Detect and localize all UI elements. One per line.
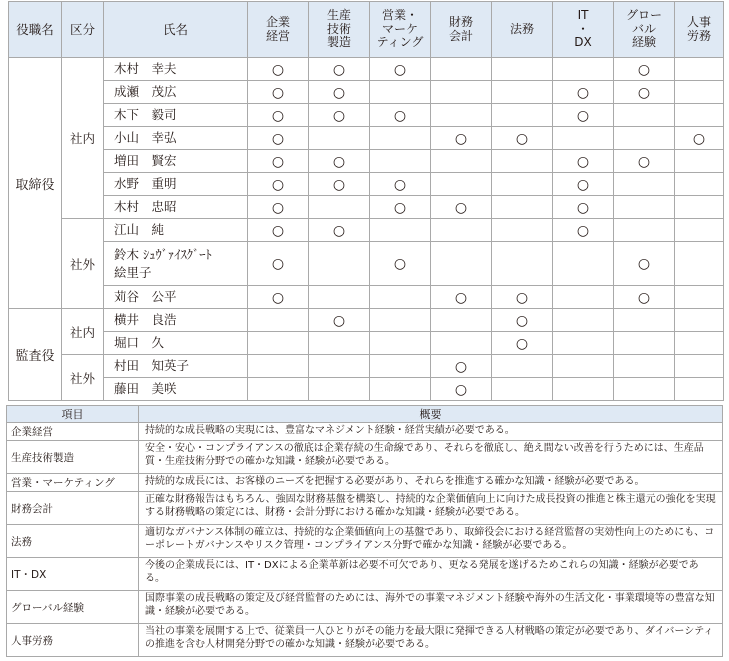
skill-cell	[370, 196, 431, 219]
circle-mark-icon: ○	[576, 176, 590, 193]
director-name-text: 増田 賢宏	[114, 153, 177, 168]
skill-cell	[248, 355, 309, 378]
skill-cell	[492, 58, 553, 81]
skill-cell	[309, 332, 370, 355]
circle-mark-icon: ○	[271, 176, 285, 193]
circle-mark-icon: ○	[271, 256, 285, 272]
skill-cell	[553, 127, 614, 150]
skill-cell	[431, 355, 492, 378]
header-name: 氏名	[104, 2, 248, 58]
director-name	[104, 309, 248, 332]
skill-cell	[675, 173, 724, 196]
skill-cell	[492, 378, 553, 401]
skill-cell	[614, 378, 675, 401]
skill-cell	[614, 173, 675, 196]
skill-summary-table	[6, 405, 723, 657]
director-name-text: 村田 知英子	[114, 358, 190, 373]
director-name	[104, 378, 248, 401]
circle-mark-icon: ○	[271, 61, 285, 78]
skill-cell	[553, 173, 614, 196]
skill-cell	[431, 309, 492, 332]
summary-body	[7, 423, 723, 657]
skill-cell	[370, 173, 431, 196]
director-name-text: 横井 良浩	[114, 312, 177, 327]
skill-cell	[370, 309, 431, 332]
circle-mark-icon: ○	[515, 130, 529, 147]
skill-cell	[370, 127, 431, 150]
header-finance-accounting: 財務 会計	[431, 2, 492, 58]
skill-cell	[309, 196, 370, 219]
skill-cell	[675, 196, 724, 219]
skill-cell	[309, 355, 370, 378]
summary-header-desc: 概要	[139, 406, 723, 423]
circle-mark-icon: ○	[393, 199, 407, 216]
skill-cell	[431, 286, 492, 309]
skill-cell	[492, 286, 553, 309]
skill-cell	[614, 81, 675, 104]
skill-cell	[553, 81, 614, 104]
skill-cell	[675, 104, 724, 127]
skill-cell	[614, 286, 675, 309]
director-name-text: 小山 幸弘	[114, 130, 177, 145]
header-hr-labor: 人事 労務	[675, 2, 724, 58]
skill-cell	[553, 242, 614, 286]
skill-cell	[248, 173, 309, 196]
skill-cell	[248, 309, 309, 332]
skill-cell	[248, 58, 309, 81]
skill-cell	[431, 150, 492, 173]
summary-description: 適切なガバナンス体制の確立は、持続的な企業価値向上の基盤であり、取締役会における経営監督の実効性向上のためにも、コーポレートガバナンスやリスク管理・コンプライアンス分野で確かな知識・経験が必要である。	[139, 525, 723, 558]
skill-cell	[614, 219, 675, 242]
skill-cell	[370, 219, 431, 242]
skill-cell	[675, 150, 724, 173]
skill-cell	[492, 196, 553, 219]
circle-mark-icon: ○	[271, 107, 285, 124]
skill-cell	[553, 332, 614, 355]
summary-description: 持続的な成長戦略の実現には、豊富なマネジメント経験・経営実績が必要である。	[139, 423, 723, 441]
circle-mark-icon: ○	[332, 176, 346, 193]
skill-cell	[309, 173, 370, 196]
skill-cell	[675, 81, 724, 104]
summary-row	[7, 492, 723, 525]
table-row	[9, 81, 724, 104]
circle-mark-icon: ○	[576, 199, 590, 216]
skill-cell	[370, 58, 431, 81]
skill-cell	[309, 378, 370, 401]
skill-cell	[492, 104, 553, 127]
summary-description: 安全・安心・コンプライアンスの徹底は企業存続の生命線であり、それらを徹底し、絶え間ない改善を行うためには、生産品質・生産技術分野での確かな知識・経験が必要である。	[139, 441, 723, 474]
skill-cell	[553, 286, 614, 309]
skill-cell	[553, 58, 614, 81]
circle-mark-icon: ○	[515, 335, 529, 352]
skill-cell	[492, 242, 553, 286]
director-name-text: 木下 毅司	[114, 107, 177, 122]
skill-cell	[309, 219, 370, 242]
skill-cell	[309, 286, 370, 309]
circle-mark-icon: ○	[393, 256, 407, 272]
skill-cell	[553, 104, 614, 127]
skill-cell	[614, 355, 675, 378]
skill-cell	[553, 196, 614, 219]
skill-cell	[614, 309, 675, 332]
summary-item: 財務会計	[7, 492, 139, 525]
director-name	[104, 104, 248, 127]
circle-mark-icon: ○	[393, 107, 407, 124]
director-name-text: 江山 純	[114, 222, 165, 237]
circle-mark-icon: ○	[637, 256, 651, 272]
circle-mark-icon: ○	[576, 84, 590, 101]
skill-cell	[370, 104, 431, 127]
director-name	[104, 58, 248, 81]
skill-cell	[614, 127, 675, 150]
header-production-technology: 生産 技術 製造	[309, 2, 370, 58]
skill-cell	[553, 355, 614, 378]
skill-cell	[248, 286, 309, 309]
skill-cell	[675, 332, 724, 355]
skill-cell	[309, 58, 370, 81]
skill-cell	[675, 355, 724, 378]
header-division: 区分	[62, 2, 104, 58]
director-name	[104, 196, 248, 219]
summary-row	[7, 591, 723, 624]
table-row	[9, 173, 724, 196]
skill-cell	[248, 150, 309, 173]
role-cell: 取締役	[9, 58, 62, 309]
summary-header-row	[7, 406, 723, 423]
director-name	[104, 332, 248, 355]
skill-cell	[431, 81, 492, 104]
skill-cell	[248, 242, 309, 286]
skill-cell	[431, 242, 492, 286]
skill-cell	[675, 242, 724, 286]
summary-row	[7, 525, 723, 558]
skill-cell	[492, 219, 553, 242]
skill-cell	[309, 309, 370, 332]
skill-cell	[248, 104, 309, 127]
skill-cell	[431, 104, 492, 127]
circle-mark-icon: ○	[271, 84, 285, 101]
skill-cell	[309, 242, 370, 286]
skill-cell	[614, 58, 675, 81]
circle-mark-icon: ○	[576, 153, 590, 170]
division-cell: 社外	[62, 219, 104, 309]
circle-mark-icon: ○	[271, 289, 285, 306]
summary-row	[7, 441, 723, 474]
matrix-body	[9, 58, 724, 401]
skill-cell	[370, 355, 431, 378]
circle-mark-icon: ○	[332, 222, 346, 239]
director-name-text: 苅谷 公平	[114, 289, 177, 304]
director-name	[104, 286, 248, 309]
circle-mark-icon: ○	[454, 358, 468, 375]
director-name	[104, 127, 248, 150]
circle-mark-icon: ○	[692, 130, 706, 147]
skill-cell	[675, 309, 724, 332]
skill-cell	[370, 332, 431, 355]
director-name	[104, 219, 248, 242]
circle-mark-icon: ○	[515, 312, 529, 329]
summary-description: 正確な財務報告はもちろん、強固な財務基盤を構築し、持続的な企業価値向上に向けた成長投資の推進と株主還元の強化を実現する財務戦略の策定には、財務・会計分野における確かな知識・経験が必要である。	[139, 492, 723, 525]
skill-cell	[431, 378, 492, 401]
skill-cell	[675, 378, 724, 401]
skill-cell	[614, 196, 675, 219]
role-cell: 監査役	[9, 309, 62, 401]
summary-row	[7, 423, 723, 441]
skill-cell	[431, 196, 492, 219]
summary-item: IT・DX	[7, 558, 139, 591]
skill-cell	[370, 81, 431, 104]
skill-cell	[248, 196, 309, 219]
skill-cell	[553, 150, 614, 173]
circle-mark-icon: ○	[332, 61, 346, 78]
circle-mark-icon: ○	[332, 312, 346, 329]
summary-row	[7, 624, 723, 657]
table-row	[9, 104, 724, 127]
skill-cell	[553, 378, 614, 401]
skill-cell	[309, 127, 370, 150]
summary-row	[7, 558, 723, 591]
director-name-text: 藤田 美咲	[114, 381, 177, 396]
matrix-header-row	[9, 2, 724, 58]
skill-cell	[675, 127, 724, 150]
director-name	[104, 81, 248, 104]
skill-cell	[553, 309, 614, 332]
header-global-experience: グロー バル 経験	[614, 2, 675, 58]
skill-cell	[492, 81, 553, 104]
skill-cell	[675, 219, 724, 242]
director-name-text: 堀口 久	[114, 335, 165, 350]
skill-cell	[492, 173, 553, 196]
summary-item: 生産技術製造	[7, 441, 139, 474]
director-name	[104, 173, 248, 196]
circle-mark-icon: ○	[454, 289, 468, 306]
skill-cell	[431, 127, 492, 150]
table-row	[9, 286, 724, 309]
header-corporate-management: 企業 経営	[248, 2, 309, 58]
header-legal: 法務	[492, 2, 553, 58]
skill-cell	[309, 81, 370, 104]
division-cell: 社内	[62, 58, 104, 219]
skill-cell	[614, 242, 675, 286]
skill-cell	[492, 309, 553, 332]
skill-cell	[248, 81, 309, 104]
circle-mark-icon: ○	[637, 61, 651, 78]
skill-cell	[309, 104, 370, 127]
summary-row	[7, 474, 723, 492]
skill-cell	[248, 219, 309, 242]
summary-description: 持続的な成長には、お客様のニーズを把握する必要があり、それらを推進する確かな知識・経験が必要である。	[139, 474, 723, 492]
skill-cell	[431, 173, 492, 196]
skill-cell	[553, 219, 614, 242]
skill-cell	[248, 378, 309, 401]
skill-cell	[309, 150, 370, 173]
table-row	[9, 242, 724, 286]
skill-cell	[370, 242, 431, 286]
skills-matrix-table	[8, 1, 724, 401]
skill-cell	[614, 332, 675, 355]
director-name-text: 水野 重明	[114, 176, 177, 191]
director-name-text: 木村 忠昭	[114, 199, 177, 214]
summary-description: 今後の企業成長には、IT・DXによる企業革新は必要不可欠であり、更なる発展を遂げるためこれらの知識・経験が必要である。	[139, 558, 723, 591]
summary-description: 国際事業の成長戦略の策定及び経営監督のためには、海外での事業マネジメント経験や海外の生活文化・事業環境等の豊富な知識・経験が必要である。	[139, 591, 723, 624]
skill-cell	[370, 150, 431, 173]
circle-mark-icon: ○	[332, 107, 346, 124]
circle-mark-icon: ○	[576, 107, 590, 124]
circle-mark-icon: ○	[332, 153, 346, 170]
circle-mark-icon: ○	[454, 381, 468, 398]
skill-cell	[675, 58, 724, 81]
skill-cell	[248, 127, 309, 150]
table-row	[9, 219, 724, 242]
director-name	[104, 150, 248, 173]
circle-mark-icon: ○	[393, 61, 407, 78]
director-name	[104, 355, 248, 378]
skill-cell	[248, 332, 309, 355]
summary-item: 営業・マーケティング	[7, 474, 139, 492]
table-row	[9, 309, 724, 332]
circle-mark-icon: ○	[393, 176, 407, 193]
director-name	[104, 242, 248, 286]
skill-cell	[614, 150, 675, 173]
table-row	[9, 378, 724, 401]
skill-cell	[370, 286, 431, 309]
summary-description: 当社の事業を展開する上で、従業員一人ひとりがその能力を最大限に発揮できる人材戦略の策定が必要であり、ダイバーシティの推進を含む人材開発分野での確かな知識・経験が必要である。	[139, 624, 723, 657]
circle-mark-icon: ○	[332, 84, 346, 101]
skill-cell	[370, 378, 431, 401]
circle-mark-icon: ○	[454, 199, 468, 216]
circle-mark-icon: ○	[637, 289, 651, 306]
summary-item: 企業経営	[7, 423, 139, 441]
circle-mark-icon: ○	[271, 199, 285, 216]
circle-mark-icon: ○	[637, 153, 651, 170]
skill-cell	[431, 332, 492, 355]
table-row	[9, 58, 724, 81]
header-sales-marketing: 営業・ マーケ ティング	[370, 2, 431, 58]
circle-mark-icon: ○	[271, 222, 285, 239]
header-it-dx: IT ・ DX	[553, 2, 614, 58]
circle-mark-icon: ○	[515, 289, 529, 306]
skill-cell	[675, 286, 724, 309]
director-name-text: 木村 幸夫	[114, 61, 177, 76]
table-row	[9, 355, 724, 378]
skill-cell	[492, 127, 553, 150]
circle-mark-icon: ○	[271, 130, 285, 147]
skill-cell	[431, 58, 492, 81]
header-role: 役職名	[9, 2, 62, 58]
skill-cell	[614, 104, 675, 127]
director-name-text: 鈴木 ｼｭｳﾞｧｲｽｸﾞｰﾄ 絵里子	[114, 246, 212, 280]
skill-cell	[431, 219, 492, 242]
summary-item: グローバル経験	[7, 591, 139, 624]
circle-mark-icon: ○	[637, 84, 651, 101]
summary-item: 人事労務	[7, 624, 139, 657]
table-row	[9, 332, 724, 355]
table-row	[9, 127, 724, 150]
circle-mark-icon: ○	[271, 153, 285, 170]
director-name-text: 成瀬 茂広	[114, 84, 177, 99]
skill-cell	[492, 332, 553, 355]
table-row	[9, 196, 724, 219]
skill-cell	[492, 355, 553, 378]
summary-item: 法務	[7, 525, 139, 558]
skill-cell	[492, 150, 553, 173]
division-cell: 社外	[62, 355, 104, 401]
circle-mark-icon: ○	[454, 130, 468, 147]
division-cell: 社内	[62, 309, 104, 355]
table-row	[9, 150, 724, 173]
circle-mark-icon: ○	[576, 222, 590, 239]
summary-header-item: 項目	[7, 406, 139, 423]
